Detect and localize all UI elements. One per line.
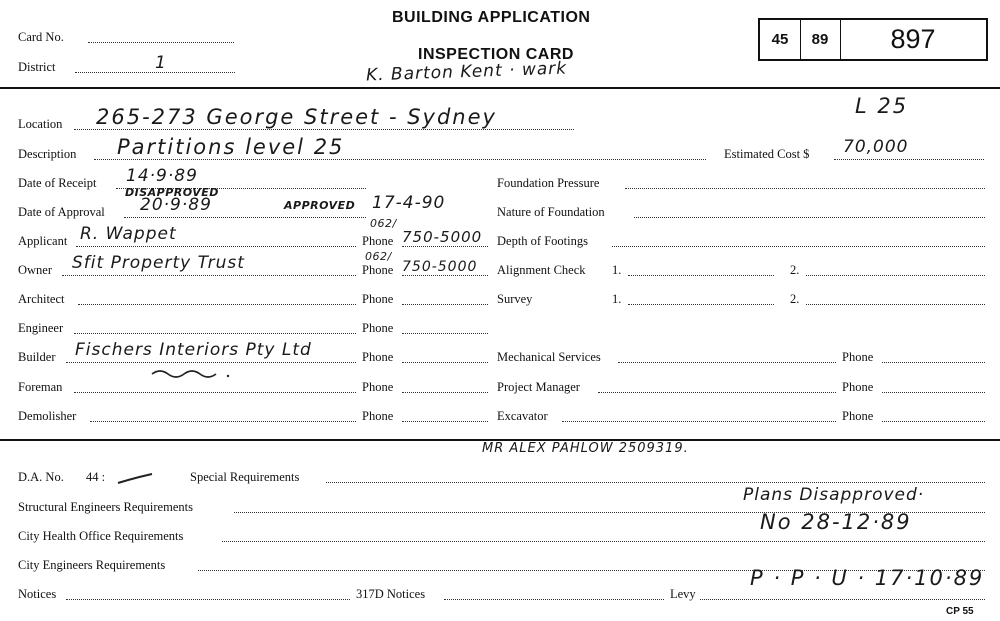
special-requirements-label: Special Requirements	[190, 470, 300, 484]
excavator-phone-field[interactable]	[882, 421, 985, 422]
builder-field[interactable]	[66, 362, 356, 363]
handwritten-reference: MR ALEX PAHLOW 2509319.	[482, 441, 689, 456]
builder-phone-field[interactable]	[402, 362, 488, 363]
notices-317d-label: 317D Notices	[356, 587, 426, 601]
approved-stamp: APPROVED	[284, 199, 356, 212]
builder-phone-label: Phone	[362, 350, 394, 364]
engineer-field[interactable]	[74, 333, 356, 334]
location-field[interactable]	[74, 129, 574, 130]
da-no-label: D.A. No.	[18, 470, 64, 484]
engineer-label: Engineer	[18, 321, 64, 335]
title-building-application: BUILDING APPLICATION	[392, 9, 591, 26]
plans-number-note: No 28-12·89	[760, 510, 912, 534]
applicant-phone-value: 750-5000	[402, 228, 483, 246]
box-card-number: 897	[890, 24, 936, 54]
applicant-label: Applicant	[18, 234, 68, 248]
architect-phone-label: Phone	[362, 292, 394, 306]
demolisher-phone-label: Phone	[362, 409, 394, 423]
estimated-cost-label: Estimated Cost $	[724, 147, 810, 161]
city-health-label: City Health Office Requirements	[18, 529, 184, 543]
foreman-phone-field[interactable]	[402, 392, 488, 393]
depth-footings-label: Depth of Footings	[497, 234, 588, 248]
description-value: Partitions level 25	[117, 135, 345, 159]
disapproved-stamp: DISAPPROVED	[125, 186, 219, 199]
date-approval-value: 20·9·89	[140, 195, 212, 215]
levy-label: Levy	[670, 587, 696, 601]
alignment-field-1[interactable]	[628, 275, 774, 276]
survey-num-2: 2.	[790, 292, 800, 306]
owner-value: Sfit Property Trust	[72, 253, 245, 273]
owner-phone-field[interactable]	[402, 275, 488, 276]
owner-phone-prefix: 062/	[365, 250, 392, 263]
description-label: Description	[18, 147, 77, 161]
location-value: 265-273 George Street - Sydney	[96, 105, 497, 129]
box-cell-89: 89	[800, 20, 841, 59]
survey-label: Survey	[497, 292, 533, 306]
applicant-field[interactable]	[76, 246, 356, 247]
demolisher-phone-field[interactable]	[402, 421, 488, 422]
mechanical-services-label: Mechanical Services	[497, 350, 601, 364]
header-divider	[0, 87, 1000, 89]
project-manager-phone-label: Phone	[842, 380, 874, 394]
da-no-value: 44 :	[86, 470, 106, 484]
levy-field[interactable]	[700, 599, 985, 600]
description-field[interactable]	[94, 159, 706, 160]
excavator-phone-label: Phone	[842, 409, 874, 423]
box-cell-45: 45	[760, 20, 801, 59]
demolisher-label: Demolisher	[18, 409, 77, 423]
foreman-label: Foreman	[18, 380, 63, 394]
architect-field[interactable]	[78, 304, 356, 305]
survey-field-2[interactable]	[806, 304, 985, 305]
alignment-num-2: 2.	[790, 263, 800, 277]
alignment-num-1: 1.	[612, 263, 622, 277]
district-label: District	[18, 60, 56, 74]
city-engineers-label: City Engineers Requirements	[18, 558, 166, 572]
excavator-label: Excavator	[497, 409, 548, 423]
estimated-cost-value: 70,000	[843, 137, 909, 157]
nature-foundation-label: Nature of Foundation	[497, 205, 605, 219]
date-receipt-value: 14·9·89	[126, 166, 198, 186]
city-health-field[interactable]	[222, 541, 985, 542]
project-manager-field[interactable]	[598, 392, 836, 393]
survey-field-1[interactable]	[628, 304, 774, 305]
applicant-phone-label: Phone	[362, 234, 394, 248]
depth-footings-field[interactable]	[612, 246, 985, 247]
mechanical-phone-label: Phone	[842, 350, 874, 364]
district-value: 1	[155, 53, 167, 73]
card-number-box	[758, 18, 988, 61]
builder-label: Builder	[18, 350, 56, 364]
header-handwritten-note: K. Barton Kent · wark	[365, 58, 568, 86]
applicant-phone-field[interactable]	[402, 246, 488, 247]
scribble-mark	[150, 368, 235, 382]
applicant-value: R. Wappet	[80, 224, 177, 244]
owner-label: Owner	[18, 263, 53, 277]
corner-mark: L 25	[855, 94, 909, 118]
notices-317d-field[interactable]	[444, 599, 664, 600]
approval-date-2: 17-4-90	[372, 193, 446, 213]
card-no-label: Card No.	[18, 30, 64, 44]
pp-note: P · P · U · 17·10·89	[750, 566, 985, 590]
architect-phone-field[interactable]	[402, 304, 488, 305]
excavator-field[interactable]	[562, 421, 836, 422]
nature-foundation-field[interactable]	[634, 217, 985, 218]
foundation-pressure-label: Foundation Pressure	[497, 176, 600, 190]
date-approval-label: Date of Approval	[18, 205, 105, 219]
cp-code: CP 55	[946, 606, 974, 617]
date-approval-field[interactable]	[124, 217, 366, 218]
plans-disapproved-note: Plans Disapproved·	[743, 485, 925, 505]
da-no-stroke	[116, 472, 156, 486]
date-receipt-label: Date of Receipt	[18, 176, 97, 190]
owner-phone-label: Phone	[362, 263, 394, 277]
structural-engineers-label: Structural Engineers Requirements	[18, 500, 193, 514]
engineer-phone-label: Phone	[362, 321, 394, 335]
engineer-phone-field[interactable]	[402, 333, 488, 334]
survey-num-1: 1.	[612, 292, 622, 306]
project-manager-label: Project Manager	[497, 380, 580, 394]
architect-label: Architect	[18, 292, 65, 306]
foundation-pressure-field[interactable]	[625, 188, 985, 189]
demolisher-field[interactable]	[90, 421, 356, 422]
notices-label: Notices	[18, 587, 57, 601]
card-no-field[interactable]	[88, 42, 234, 43]
applicant-phone-prefix: 062/	[370, 217, 397, 230]
location-label: Location	[18, 117, 63, 131]
mechanical-phone-field[interactable]	[882, 362, 985, 363]
owner-phone-value: 750-5000	[402, 259, 478, 275]
mechanical-services-field[interactable]	[618, 362, 836, 363]
title-inspection-card: INSPECTION CARD	[418, 46, 574, 63]
estimated-cost-field[interactable]	[834, 159, 984, 160]
alignment-check-label: Alignment Check	[497, 263, 586, 277]
project-manager-phone-field[interactable]	[882, 392, 985, 393]
alignment-field-2[interactable]	[806, 275, 985, 276]
owner-field[interactable]	[62, 275, 356, 276]
notices-field[interactable]	[66, 599, 350, 600]
special-requirements-field[interactable]	[326, 482, 985, 483]
foreman-field[interactable]	[74, 392, 356, 393]
builder-value: Fischers Interiors Pty Ltd	[75, 340, 312, 360]
foreman-phone-label: Phone	[362, 380, 394, 394]
